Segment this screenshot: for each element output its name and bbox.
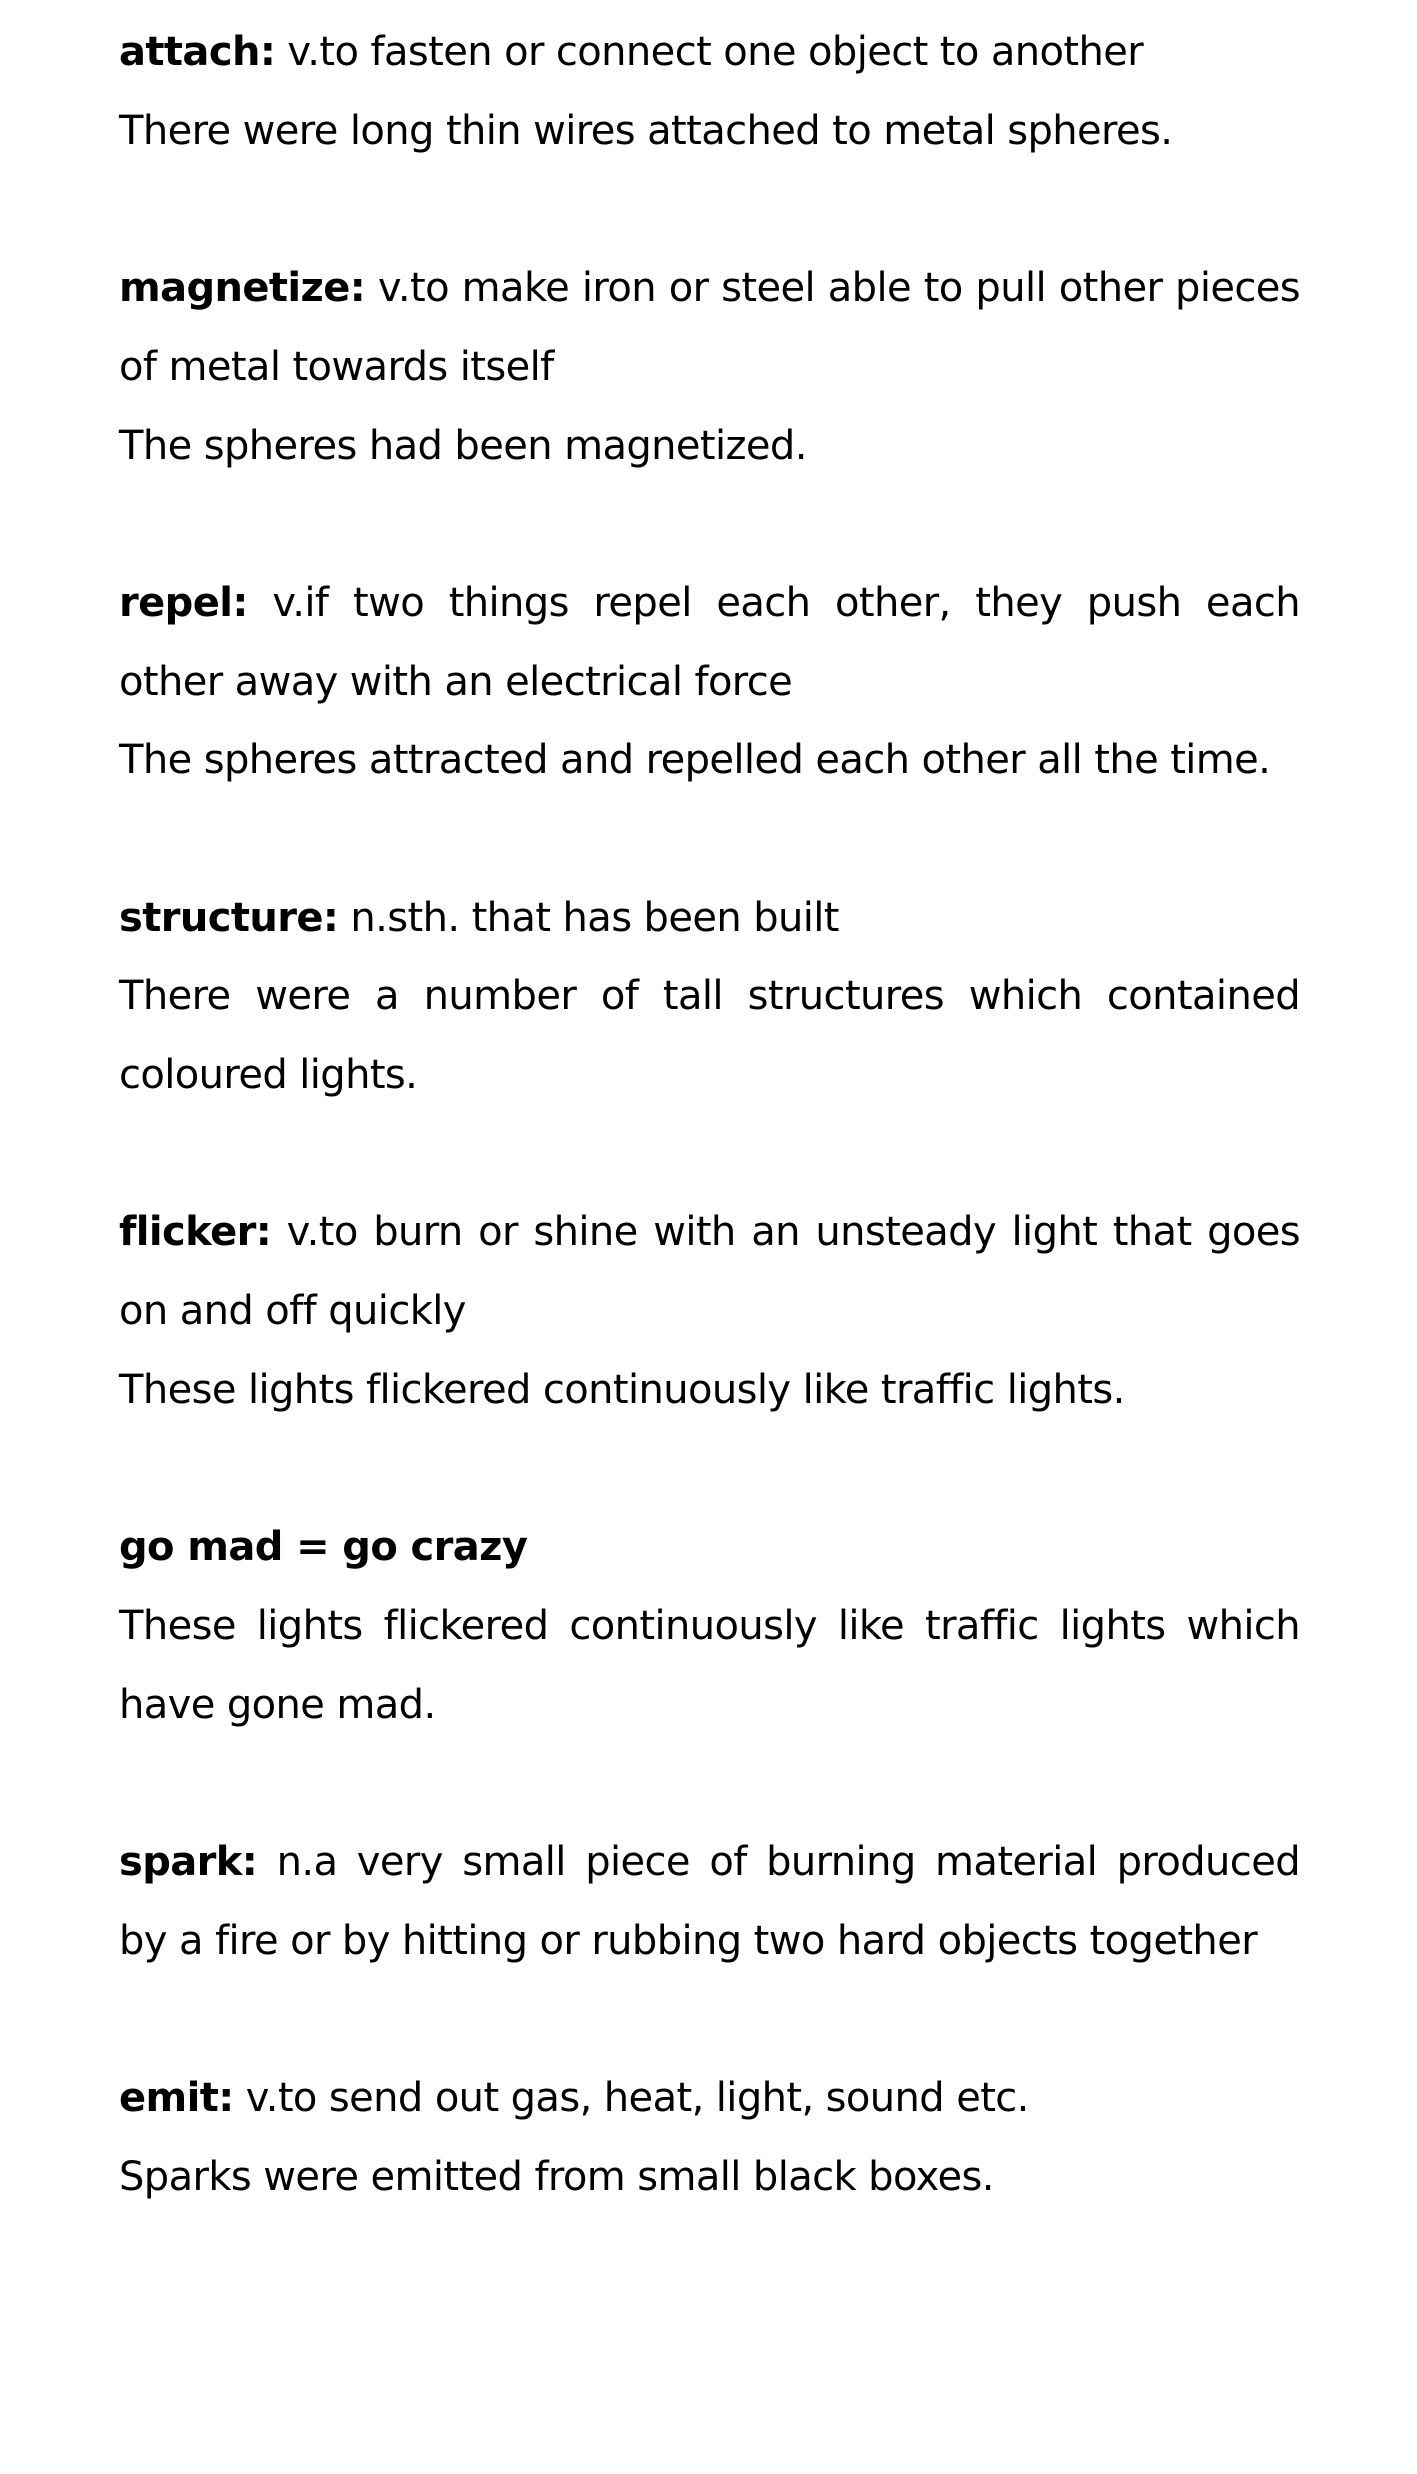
- term: spark:: [119, 1839, 258, 1886]
- example-sentence: There were a number of tall structures which contained coloured lights.: [119, 973, 1300, 1099]
- vocab-entry-repel: [119, 564, 1300, 800]
- definition: n.sth. that has been built: [338, 894, 839, 941]
- vocab-entry-structure: [119, 879, 1300, 1115]
- definition-line: [119, 1508, 1300, 1587]
- definition: v.if two things repel each other, they push each other away with an electrical force: [119, 579, 1300, 705]
- definition: v.to send out gas, heat, light, sound etc.: [233, 2075, 1029, 2122]
- example-sentence: Sparks were emitted from small black boxes.: [119, 2153, 994, 2200]
- definition-line: [119, 879, 1300, 958]
- term: magnetize:: [119, 265, 366, 312]
- definition-line: [119, 2059, 1300, 2138]
- definition: n.a very small piece of burning material produced by a fire or by hitting or rubbing two hard objects together: [119, 1839, 1300, 1964]
- example-sentence: The spheres had been magnetized.: [119, 422, 807, 469]
- vocab-entry-spark: [119, 1823, 1300, 1980]
- vocab-entry-attach: [119, 13, 1300, 170]
- definition-line: [119, 564, 1300, 721]
- term: flicker:: [119, 1209, 272, 1256]
- example-sentence: These lights flickered continuously like traffic lights.: [119, 1366, 1125, 1413]
- vocab-entry-magnetize: [119, 249, 1300, 485]
- definition-line: [119, 13, 1300, 92]
- example-sentence: These lights flickered continuously like traffic lights which have gone mad.: [119, 1602, 1300, 1728]
- term: attach:: [119, 29, 276, 75]
- vocab-entry-go-mad: [119, 1508, 1300, 1744]
- vocabulary-document: [119, 13, 1300, 2295]
- definition-line: [119, 1823, 1300, 1980]
- definition: v.to make iron or steel able to pull other pieces of metal towards itself: [119, 265, 1300, 390]
- vocab-entry-flicker: [119, 1193, 1300, 1429]
- term: repel:: [119, 579, 248, 626]
- definition-line: [119, 1193, 1300, 1350]
- example-sentence: There were long thin wires attached to metal spheres.: [119, 107, 1173, 154]
- term: structure:: [119, 894, 339, 941]
- definition: v.to fasten or connect one object to another: [275, 29, 1144, 75]
- definition: v.to burn or shine with an unsteady light that goes on and off quickly: [119, 1209, 1300, 1335]
- term: go mad = go crazy: [119, 1524, 528, 1571]
- definition-line: [119, 249, 1300, 406]
- vocab-entry-emit: [119, 2059, 1300, 2216]
- term: emit:: [119, 2075, 234, 2122]
- example-sentence: The spheres attracted and repelled each other all the time.: [119, 737, 1271, 784]
